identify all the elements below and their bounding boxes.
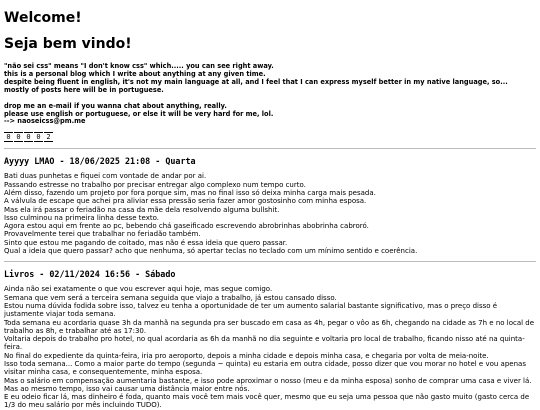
post-line: Sinto que estou me pagando de coitado, mas não é essa ideia que quero passar. — [4, 238, 288, 247]
post-line: Mas o salário em compensação aumentaria bastante, e isso pode aproximar o nosso (meu e da minha esposa) sonho de comprar uma casa e viver lá. — [4, 376, 532, 385]
post-body — [4, 172, 536, 255]
post-title: Livros - 02/11/2024 16:56 - Sábado — [4, 269, 176, 280]
welcome-heading: Welcome! — [4, 10, 82, 26]
post-line: Agora estou aqui em frente ao pc, bebendo chá gaseificado escrevendo abrobrinhas abobrinha cabroró. — [4, 222, 369, 231]
post-line: Além disso, fazendo um projeto por fora porque sim, mas no final isso só deixa minha carga mais pesada. — [4, 188, 376, 197]
divider — [4, 148, 536, 149]
post-line: Toda semana eu acordaria quase 3h da manhã na segunda pra ser buscado em casa as 4h, pegar o vôo as 6h, chegando na cidade as 7h e no local de trabalho as 8h, e trabalhar até as 17:30. — [4, 318, 535, 335]
post-body — [4, 285, 536, 409]
post-line: Semana que vem será a terceira semana seguida que viajo a trabalho, já estou cansado disso. — [4, 293, 337, 302]
post-line: Mas ela irá passar o feriadão na casa da mãe dela resolvendo alguma bullshit. — [4, 205, 280, 214]
post-line: No final do expediente da quinta-feira, iria pro aeroporto, depois a minha cidade e depois minha casa, e chegaria por volta de meia-noite. — [4, 351, 489, 360]
post-line: Bati duas punhetas e fiquei com vontade de andar por ai. — [4, 172, 207, 181]
counter-digit: 0 — [14, 132, 23, 142]
intro-line: mostly of posts here will be in portuguese. — [4, 85, 164, 94]
contact-line: drop me an e-mail if you wanna chat about anything, really. — [4, 101, 227, 110]
post-line: Ainda não sei exatamente o que vou escrever aqui hoje, mas segue comigo. — [4, 285, 273, 294]
post-livros — [4, 269, 536, 409]
intro-line: "não sei css" means "I don't know css" which..... you can see right away. — [4, 62, 274, 70]
post-line: Passando estresse no trabalho por precisar entregar algo complexo num tempo curto. — [4, 180, 306, 189]
post-title: Ayyyy LMAO - 18/06/2025 21:08 - Quarta — [4, 156, 196, 167]
post-line: Qual a ideia que quero passar? acho que nenhuma, só apertar teclas no teclado com um mínimo sentido e coerência. — [4, 247, 418, 256]
post-line: Isso toda semana... Como a maior parte do tempo (segunda ~ quinta) eu estaria em outra cidade, posso dizer que vou morar no hotel e vou apenas visitar minha casa, e consequentemente, minha esposa. — [4, 359, 526, 377]
contact-line: please use english or portuguese, or else it will be very hard for me, lol. — [4, 109, 274, 118]
counter-digit: 0 — [4, 132, 13, 142]
visit-counter — [4, 132, 54, 142]
contact-email: --> naoseicss@pm.me — [4, 117, 86, 126]
intro-section — [4, 63, 536, 126]
post-line: Estou numa dúvida fodida sobre isso, talvez eu tenha a oportunidade de ter um aumento salarial bastante significativo, mas o preço disso é justamente viajar toda semana. — [4, 301, 498, 319]
counter-digit: 0 — [34, 132, 43, 142]
post-line: A válvula de escape que achei pra aliviar essa pressão seria fazer amor gostosinho com minha esposa. — [4, 197, 367, 206]
post-ayyyy-lmao — [4, 156, 536, 255]
post-line: Provavelmente terei que trabalhar no feriadão também. — [4, 230, 201, 239]
counter-digit: 0 — [24, 132, 33, 142]
intro-line: despite being fluent in english, it's not my main language at all, and I feel that I can express myself better in my native language, so... — [4, 77, 508, 86]
post-line: Mas ao mesmo tempo, isso vai causar uma distância maior entre nós. — [4, 384, 250, 393]
post-line: Isso culminou na primeira linha desse texto. — [4, 213, 159, 222]
divider — [4, 261, 536, 262]
counter-digit: 2 — [44, 132, 53, 142]
post-line: Voltaria depois do trabalho pro hotel, no qual acordaria as 6h da manhã no dia seguinte e voltaria pro local de trabalho, ficando nisso até na quinta-feira. — [4, 335, 525, 352]
post-line: E eu odeio ficar lá, mas dinheiro é foda, quanto mais você tem mais você quer, mesmo que eu seja uma pessoa que não gasto muito (gasto cerca de 1/3 do meu salário por mês incluindo TUDO). — [4, 393, 530, 410]
subtitle-heading: Seja bem vindo! — [4, 36, 132, 52]
intro-line: this is a personal blog which I write about anything at any given time. — [4, 69, 266, 78]
